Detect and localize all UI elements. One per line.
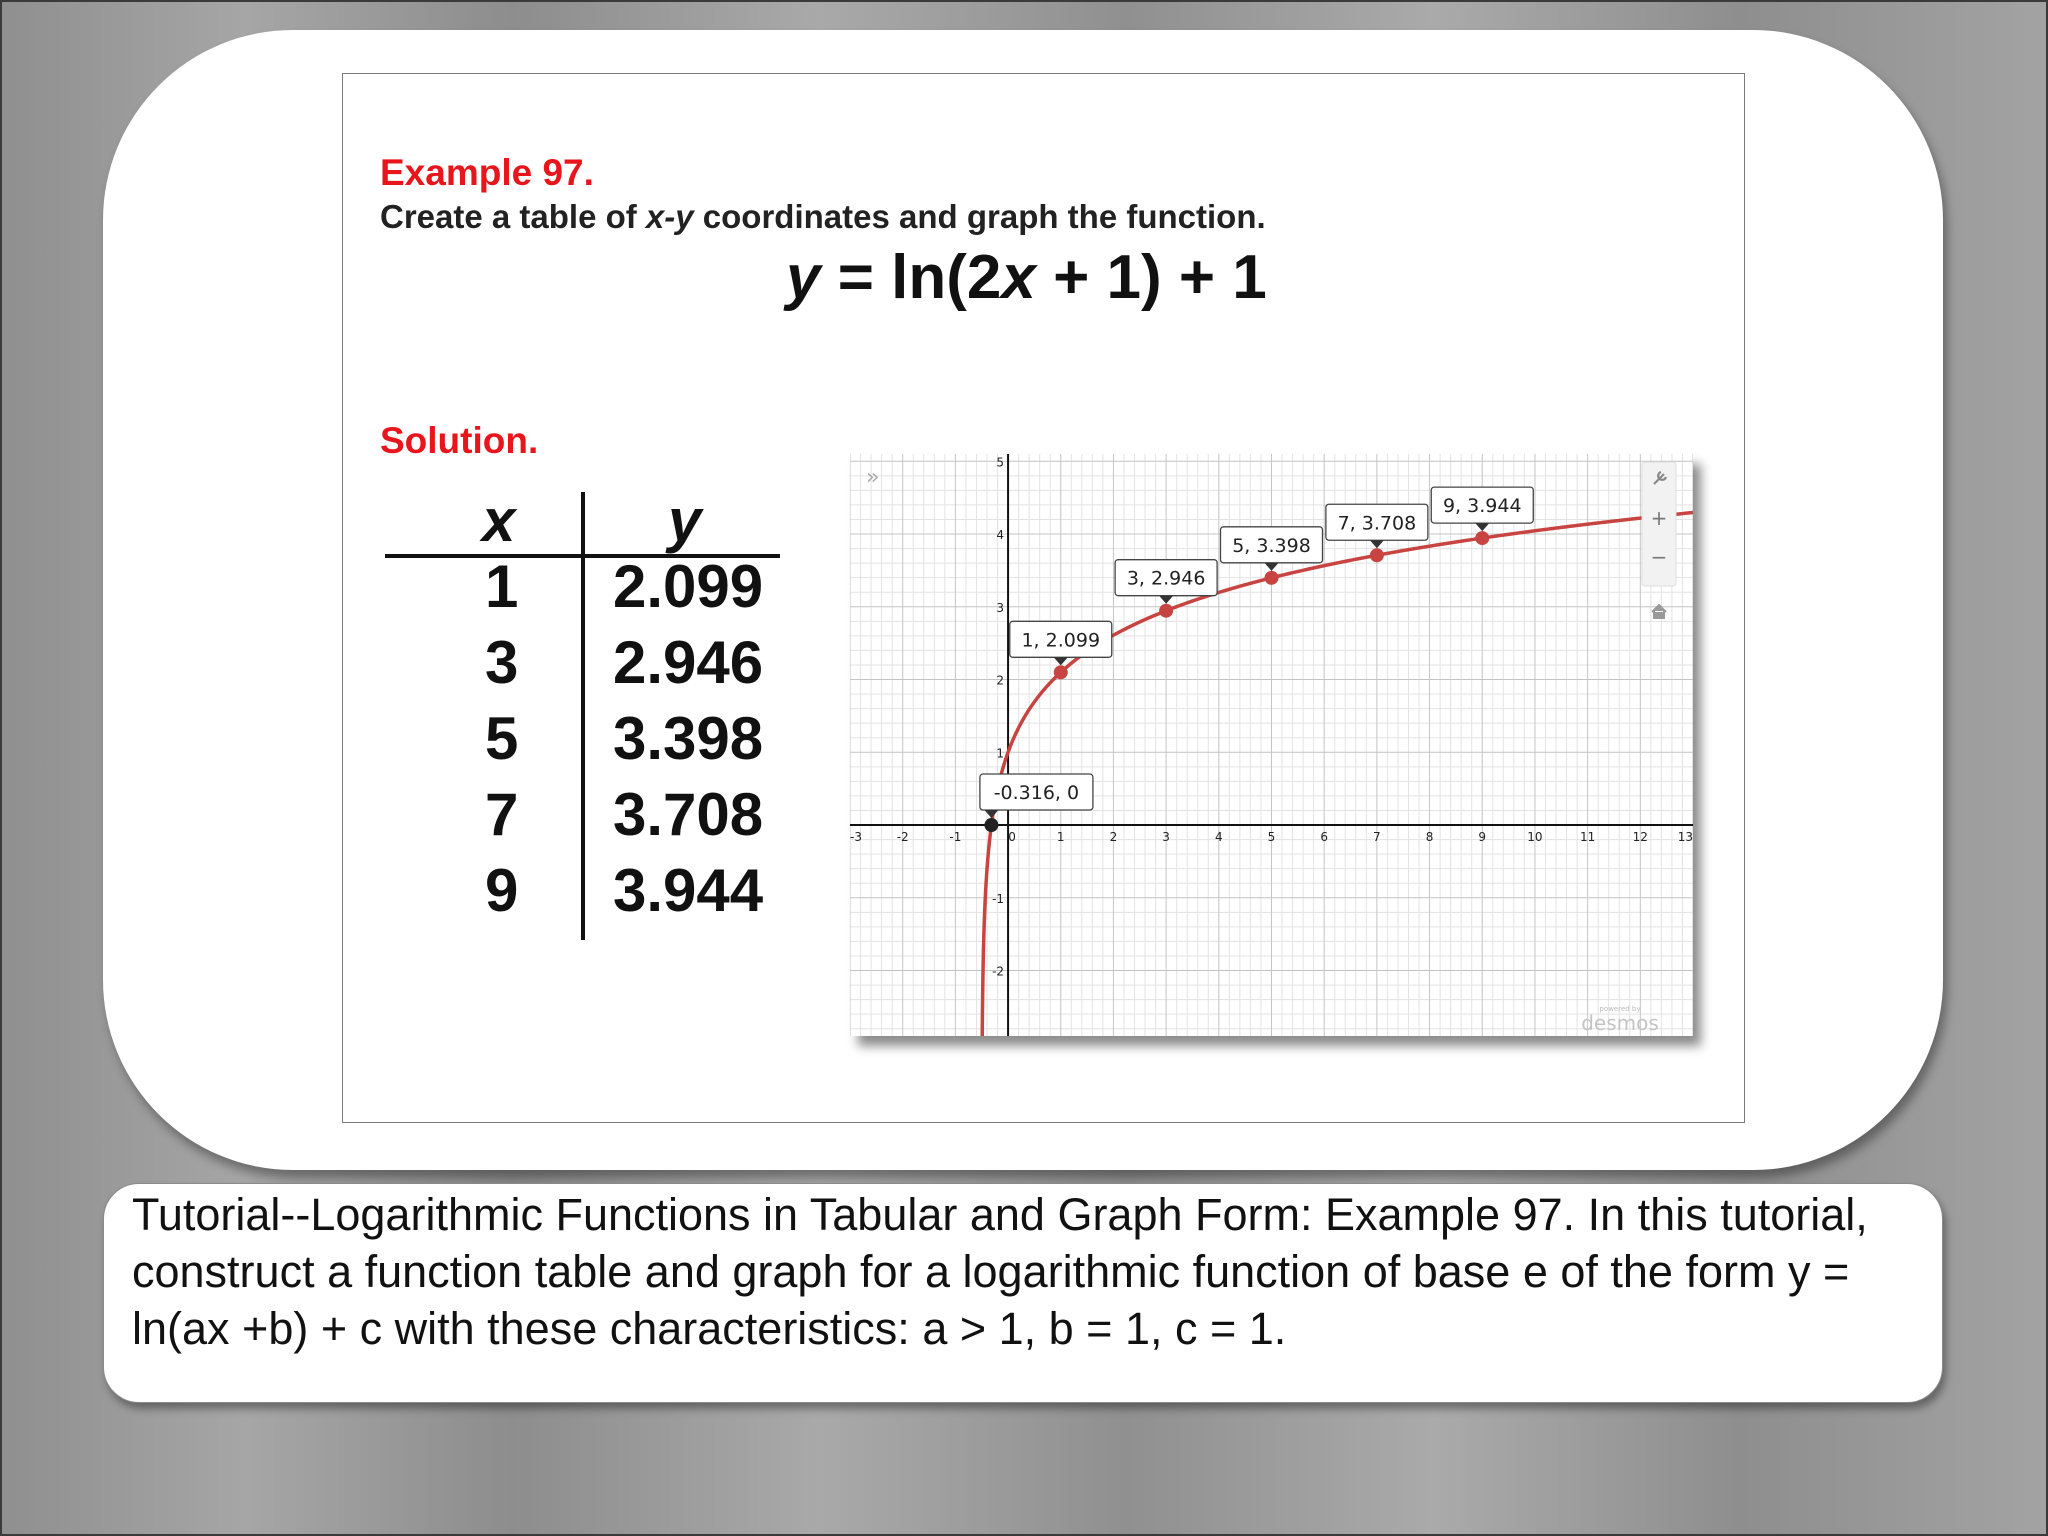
y-tick-label: 2 xyxy=(996,673,1005,688)
y-tick-label: -1 xyxy=(992,891,1005,906)
table-cell-x: 1 xyxy=(485,553,519,620)
table-cell-x: 7 xyxy=(485,781,519,848)
zoom-in-button[interactable]: + xyxy=(1650,506,1668,530)
slide-image xyxy=(342,73,1745,1123)
x-tick-label: 7 xyxy=(1373,830,1381,845)
point-label: 3, 2.946 xyxy=(1126,567,1206,590)
table-cell-x: 3 xyxy=(485,629,519,696)
x-tick-label: 0 xyxy=(1008,830,1016,845)
data-point xyxy=(1370,548,1384,562)
x-tick-label: 4 xyxy=(1214,830,1223,845)
table-cell-y: 3.398 xyxy=(613,705,764,772)
table-cell-y: 3.708 xyxy=(613,781,764,848)
y-tick-label: -2 xyxy=(992,964,1005,979)
x-tick-label: 6 xyxy=(1320,830,1329,845)
desmos-watermark-small: powered by xyxy=(1599,1005,1641,1013)
table-cell-x: 5 xyxy=(485,705,519,772)
caption-card xyxy=(103,1183,1943,1403)
point-label: 5, 3.398 xyxy=(1232,534,1311,557)
table-cell-y: 3.944 xyxy=(613,857,764,924)
y-tick-label: 5 xyxy=(996,455,1005,470)
y-tick-label: 4 xyxy=(996,528,1005,543)
point-label-pointer xyxy=(1159,596,1173,604)
expand-icon[interactable]: » xyxy=(866,465,880,490)
data-point xyxy=(1265,571,1279,585)
y-tick-label: 1 xyxy=(996,746,1005,761)
data-point xyxy=(1159,604,1173,618)
table-cell-y: 2.099 xyxy=(613,553,764,620)
xy-table xyxy=(385,487,780,942)
point-label-pointer xyxy=(1054,657,1068,665)
point-label: -0.316, 0 xyxy=(993,782,1080,805)
x-tick-label: -1 xyxy=(949,830,962,845)
x-tick-label: -3 xyxy=(850,830,862,845)
zoom-out-button[interactable]: − xyxy=(1650,545,1668,569)
task-text-1: Create a table of xyxy=(380,198,646,235)
desmos-graph[interactable] xyxy=(850,454,1693,1036)
x-tick-label: 12 xyxy=(1632,830,1648,845)
solution-label: Solution. xyxy=(380,420,539,461)
point-label-pointer xyxy=(1475,523,1489,531)
x-tick-label: 9 xyxy=(1478,830,1487,845)
table-header-y: y xyxy=(668,487,702,554)
table-header-x: x xyxy=(482,487,516,554)
task-text-2: coordinates and graph the function. xyxy=(693,198,1266,235)
table-cell-y: 2.946 xyxy=(613,629,764,696)
eq-y: y xyxy=(786,243,821,312)
tutorial-caption: Tutorial--Logarithmic Functions in Tabular and Graph Form: Example 97. In this tutorial, construct a function table and graph for a logarithmic function of base e of the form y = ln(ax +b) + c with these characteristics: a > 1, b = 1, c = 1. xyxy=(132,1189,1868,1354)
point-label: 9, 3.944 xyxy=(1442,495,1522,518)
point-label: 1, 2.099 xyxy=(1021,629,1101,652)
desmos-watermark: desmos xyxy=(1581,1011,1659,1035)
example-title: Example 97. xyxy=(380,152,594,193)
example-task xyxy=(380,198,1266,236)
data-point xyxy=(1054,665,1068,679)
x-tick-label: 5 xyxy=(1267,830,1276,845)
x-tick-label: 1 xyxy=(1056,830,1065,845)
eq-mid: = ln(2 xyxy=(820,243,1002,312)
eq-x: x xyxy=(1001,243,1036,312)
point-label-pointer xyxy=(1370,540,1384,548)
point-label: 7, 3.708 xyxy=(1337,512,1417,535)
data-point xyxy=(1475,531,1489,545)
x-tick-label: 11 xyxy=(1579,830,1596,845)
function-equation xyxy=(786,242,1267,313)
x-tick-label: 8 xyxy=(1425,830,1434,845)
graph-panel xyxy=(850,454,1693,1036)
x-tick-label: 3 xyxy=(1162,830,1170,845)
x-tick-label: -2 xyxy=(896,830,909,845)
point-label-pointer xyxy=(1265,563,1279,571)
x-tick-label: 10 xyxy=(1527,830,1543,845)
table-cell-x: 9 xyxy=(485,857,519,924)
x-tick-label: 2 xyxy=(1109,830,1118,845)
x-tick-label: 13 xyxy=(1677,830,1693,845)
eq-end: + 1) + 1 xyxy=(1035,243,1267,312)
task-variable: x-y xyxy=(645,198,694,235)
table-divider xyxy=(581,492,585,940)
y-tick-label: 3 xyxy=(996,600,1005,615)
intercept-point xyxy=(984,818,998,832)
